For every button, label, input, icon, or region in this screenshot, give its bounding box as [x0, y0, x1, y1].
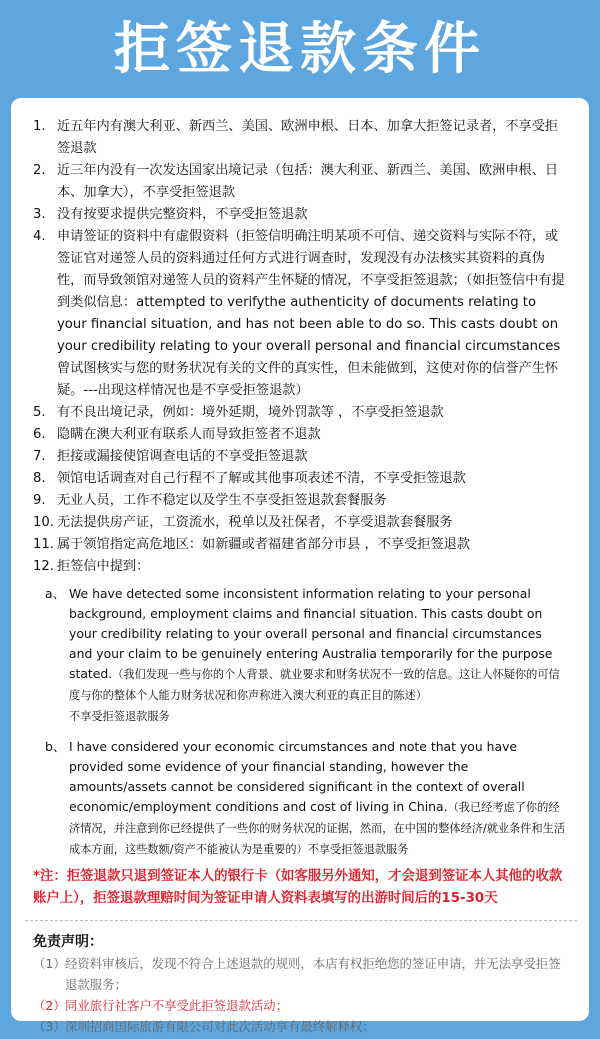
disclaimer-item-highlight [33, 995, 569, 1016]
list-item [33, 446, 569, 468]
condition-list [33, 116, 569, 578]
list-item [33, 116, 569, 160]
list-item [33, 468, 569, 490]
quote-tail: 不享受拒签退款服务 [69, 710, 170, 723]
item-number: 4. [33, 229, 46, 244]
quote-chinese: （我已经考虑了你的经济情况，并注意到你已经提供了一些你的财务状况的证据，然而，在中国的整体经济/就业条件和生活成本方面，这些数额/资产不能被认为是重要的） [69, 801, 566, 856]
quote-english: I have considered your economic circumstances and note that you have provided some evidence of your financial standing, however the amounts/assets cannot be considered significant in the context of overall economic/employment conditions and cost of living in China. [69, 739, 525, 814]
disclaimer-text: 经资料审核后，发现不符合上述退款的规则，本店有权拒绝您的签证申请，并无法享受拒签退款服务； [65, 956, 561, 992]
quote-chinese: （我们发现一些与你的个人背景、就业要求和财务状况不一致的信息。这让人怀疑你的可信度与你的整体个人能力财务状况和你声称进入澳大利亚的真正目的陈述） [69, 668, 560, 702]
item-number: 1. [33, 119, 46, 134]
disclaimer-item [33, 953, 569, 995]
quote-item-b [33, 737, 569, 860]
item-text: 属于领馆指定高危地区：如新疆或者福建省部分市县 ，不享受拒签退款 [57, 537, 471, 552]
item-text: 隐瞒在澳大利亚有联系人而导致拒签者不退款 [57, 427, 321, 442]
item-text: 拒签信中提到： [57, 559, 150, 574]
disclaimer-number: （3） [33, 1019, 66, 1034]
list-item [33, 160, 569, 204]
disclaimer-text: 深圳招商国际旅游有限公司对此次活动享有最终解释权； [65, 1019, 375, 1034]
item-text: 近五年内有澳大利亚、新西兰、美国、欧洲申根、日本、加拿大拒签记录者，不享受拒签退款 [57, 119, 559, 156]
refund-note: *注：拒签退款只退到签证本人的银行卡（如客服另外通知，才会退到签证本人其他的收款账户上），拒签退款理赔时间为签证申请人资料表填写的出游时间后的15-30天 [33, 869, 563, 906]
disclaimer-text: 同业旅行社客户不享受此拒签退款活动； [65, 998, 289, 1013]
list-item [33, 512, 569, 534]
quote-english: We have detected some inconsistent information relating to your personal background, employment claims and financial situation. This casts doubt on your credibility relating to your overall personal and financial circumstances and your claim to be genuinely entering Australia temporarily for the purpose stated. [69, 586, 553, 681]
list-item [33, 556, 569, 578]
item-text: 近三年内没有一次发达国家出境记录（包括：澳大利亚、新西兰、美国、欧洲申根、日本、加拿大），不享受拒签退款 [57, 163, 559, 200]
item-number: 3. [33, 207, 46, 222]
item-number: 10. [33, 515, 54, 530]
disclaimer-number: （1） [33, 956, 66, 971]
item-number: 12. [33, 559, 54, 574]
disclaimer-title: 免责声明： [33, 934, 103, 950]
list-item [33, 534, 569, 556]
list-item [33, 490, 569, 512]
quote-marker: a、 [45, 586, 65, 601]
item-number: 9. [33, 493, 46, 508]
item-text: 有不良出境记录，例如：境外延期，境外罚款等 ，不享受拒签退款 [57, 405, 444, 420]
divider [25, 920, 577, 921]
item-text: 领馆电话调查对自己行程不了解或其他事项表述不清，不享受拒签退款 [57, 471, 466, 486]
disclaimer-item [33, 1016, 569, 1037]
item-text: 没有按要求提供完整资料，不享受拒签退款 [57, 207, 308, 222]
item-number: 7. [33, 449, 46, 464]
item-number: 8. [33, 471, 46, 486]
refusal-letter-quotes [33, 584, 569, 860]
quote-item-a [33, 584, 569, 727]
list-item [33, 402, 569, 424]
item-number: 6. [33, 427, 46, 442]
list-item [33, 204, 569, 226]
list-item [33, 226, 569, 402]
item-text: 无业人员，工作不稳定以及学生不享受拒签退款套餐服务 [57, 493, 387, 508]
page-title: 拒签退款条件 [114, 17, 486, 82]
quote-marker: b、 [45, 739, 66, 754]
item-number: 11. [33, 537, 54, 552]
item-number: 2. [33, 163, 46, 178]
quote-tail: 不享受拒签退款服务 [307, 843, 409, 856]
item-text: 拒接或漏接使馆调查电话的不享受拒签退款 [57, 449, 308, 464]
disclaimer-number: （2） [33, 998, 66, 1013]
item-number: 5. [33, 405, 46, 420]
item-text: 申请签证的资料中有虚假资料（拒签信明确注明某项不可信、递交资料与实际不符，或签证官对递签人员的资料通过任何方式进行调查时，发现没有办法核实其资料的真伪性，而导致领馆对递签人员的资料产生怀疑的情况，不享受拒签退款；（如拒签信中有提到类似信息：attempted to verifythe authenticity of documents relating to your financial situation, and has not been able to do so. This casts doubt on your credibility relating to your overall personal and financial circumstances 曾试图核实与您的财务状况有关的文件的真实性，但未能做到，这使对你的信誉产生怀疑。---出现这样情况也是不享受拒签退款） [57, 229, 565, 398]
list-item [33, 424, 569, 446]
content-card [11, 98, 589, 1034]
item-text: 无法提供房产证，工资流水，税单以及社保者，不享受退款套餐服务 [57, 515, 453, 530]
